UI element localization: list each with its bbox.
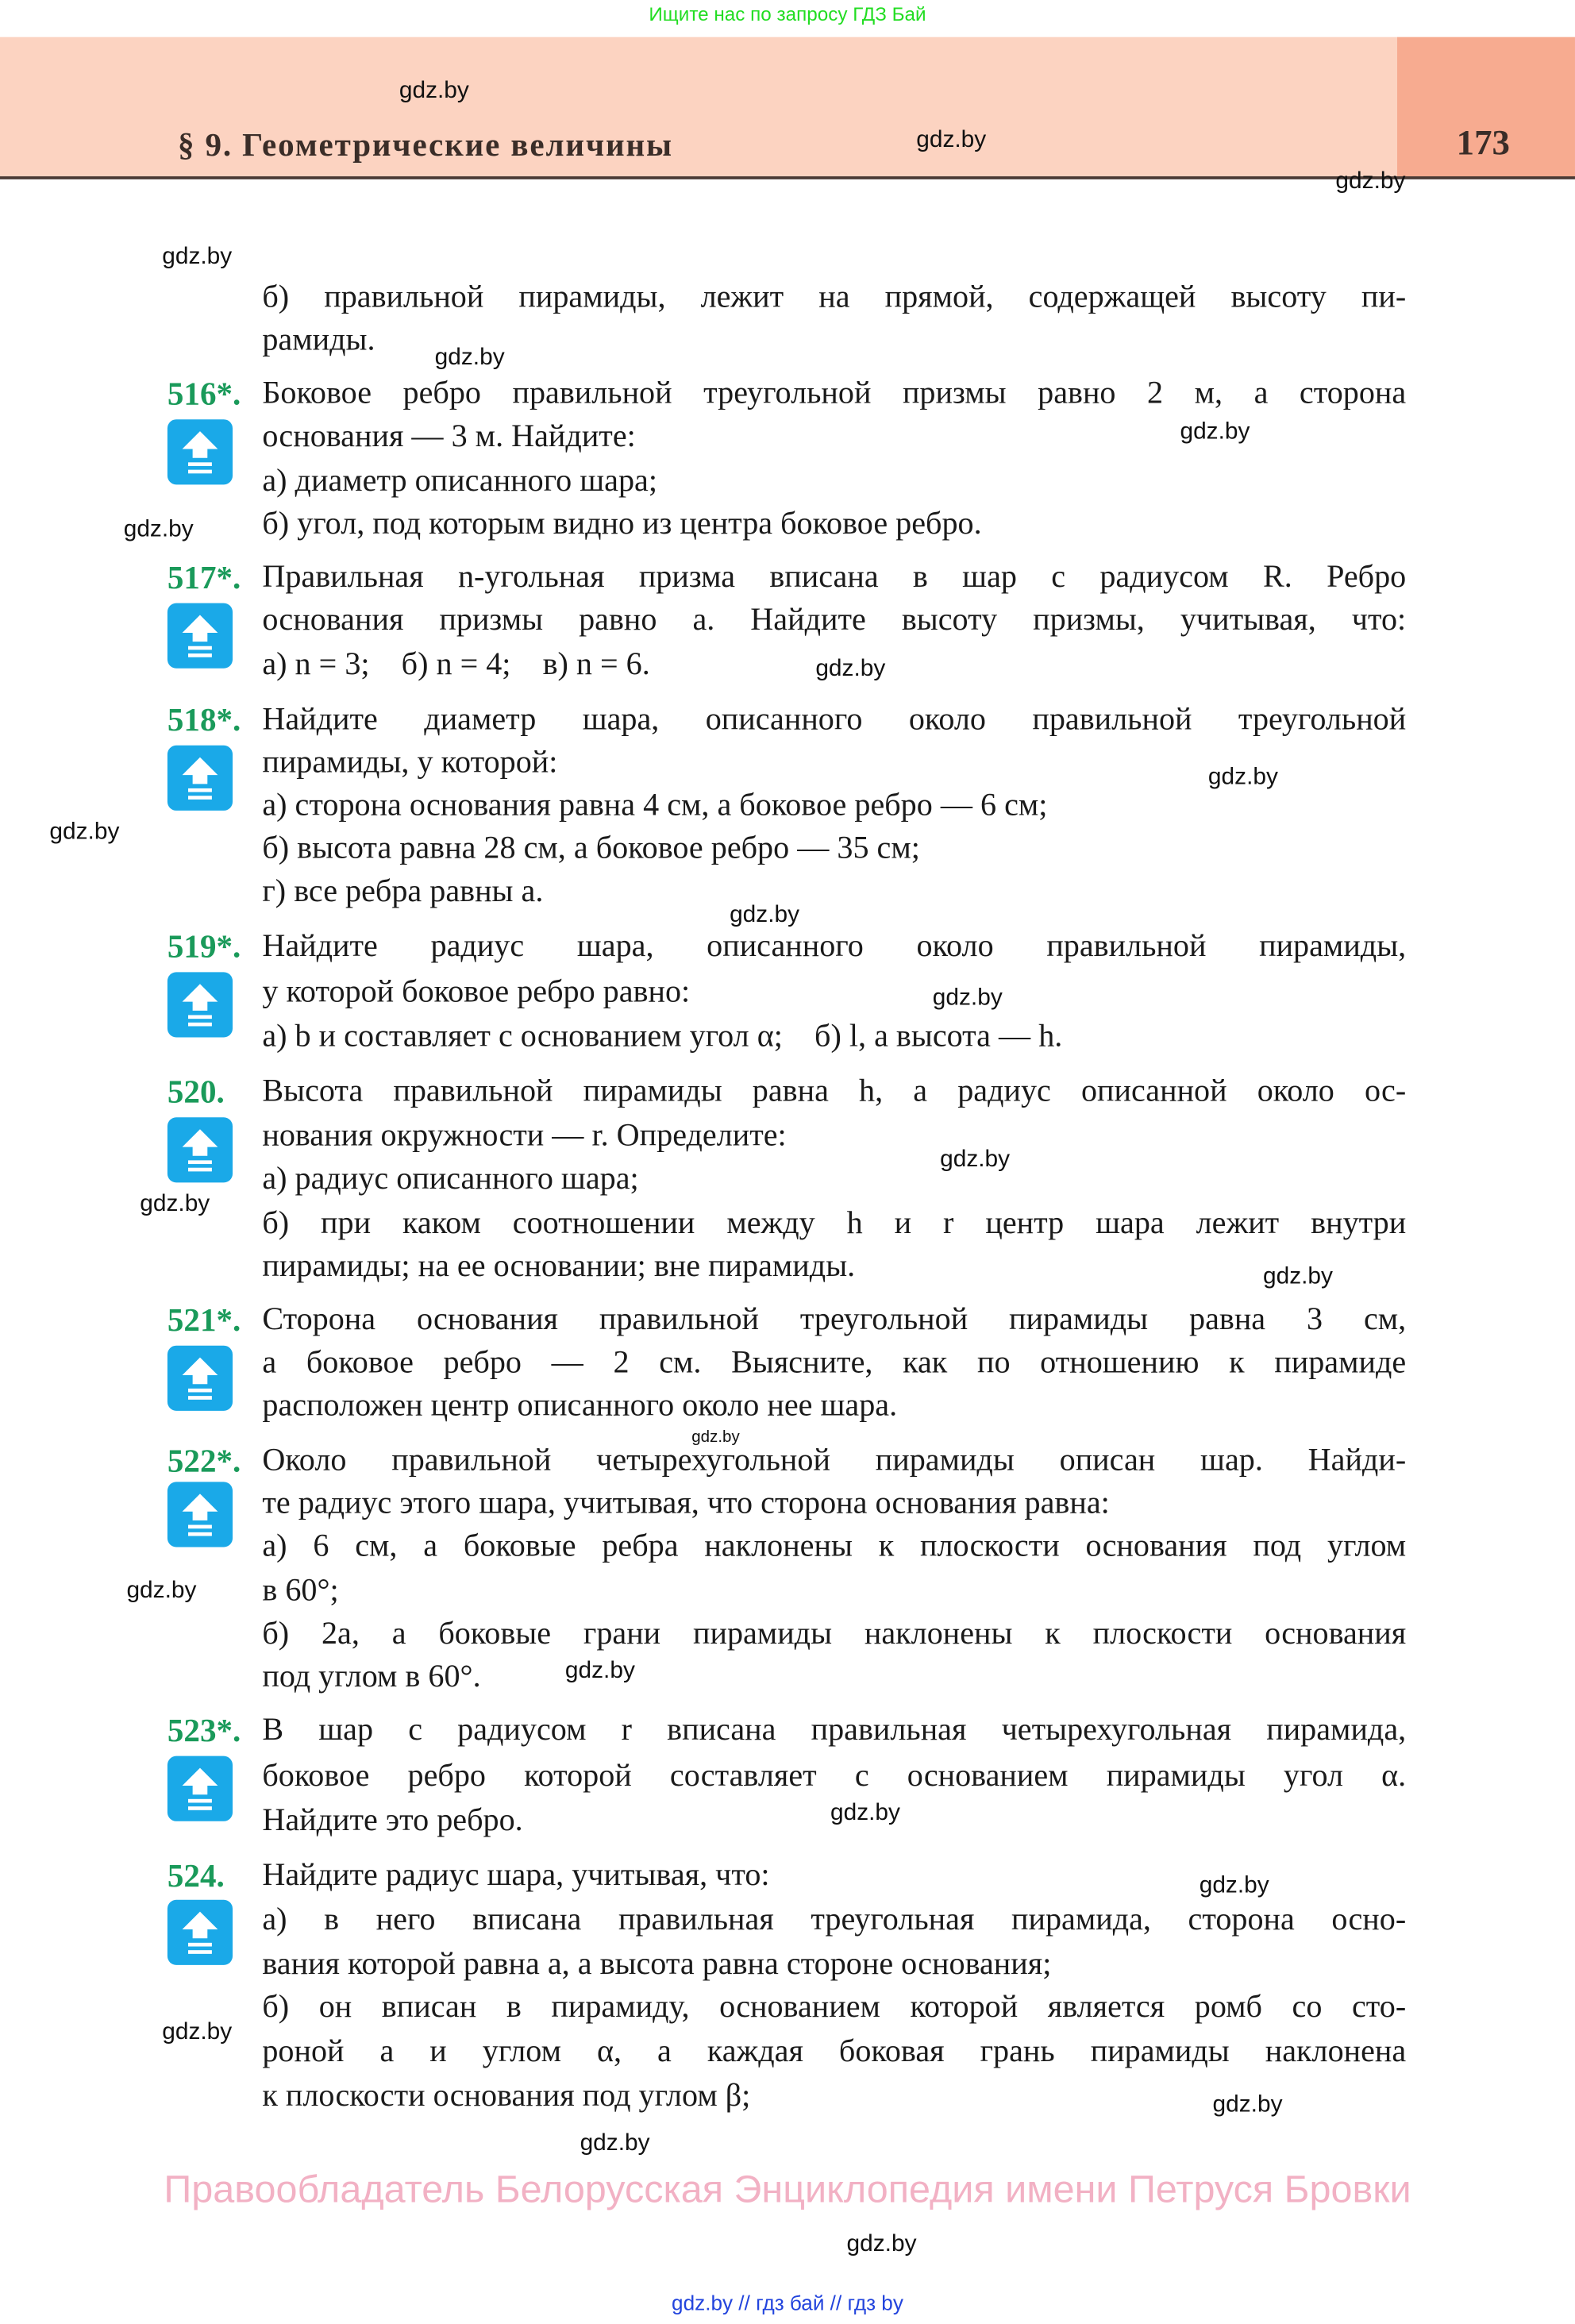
problem-number: 521*. — [167, 1301, 241, 1339]
problem-text-line: Найдите это ребро. — [262, 1802, 523, 1838]
watermark: gdz.by — [730, 902, 800, 928]
upload-answer-icon[interactable] — [168, 1346, 233, 1411]
watermark: gdz.by — [932, 985, 1003, 1011]
problem-text-line: а) 6 см, а боковые ребра наклонены к плоскости основания под углом — [262, 1528, 1407, 1564]
watermark: gdz.by — [399, 78, 469, 104]
section-title: § 9. Геометрические величины — [177, 125, 673, 164]
page-number: 173 — [1456, 124, 1510, 164]
top-banner[interactable]: Ищите нас по запросу ГДЗ Бай — [649, 2, 926, 25]
problem-number: 522*. — [167, 1442, 241, 1479]
watermark: gdz.by — [815, 656, 886, 682]
problem-text-line: под углом в 60°. — [262, 1658, 481, 1694]
problem-text-line: б) высота равна 28 см, а боковое ребро — 35 см; — [262, 830, 920, 865]
problem-text-line: нования окружности — r. Определите: — [262, 1116, 787, 1153]
problem-text-line: а) диаметр описанного шара; — [262, 461, 658, 498]
upload-answer-icon[interactable] — [168, 419, 233, 484]
problem-text-line: основания — 3 м. Найдите: — [262, 418, 636, 454]
watermark: gdz.by — [580, 2130, 650, 2156]
problem-text-line: б) угол, под которым видно из центра боковое ребро. — [262, 505, 982, 541]
watermark: gdz.by — [846, 2231, 917, 2257]
problem-text-line: г) все ребра равны a. — [262, 873, 544, 909]
watermark: gdz.by — [49, 819, 120, 845]
upload-answer-icon[interactable] — [168, 746, 233, 811]
watermark: gdz.by — [162, 244, 233, 270]
problem-text-line: те радиус этого шара, учитывая, что сторона основания равна: — [262, 1485, 1110, 1521]
text-line: рамиды. — [262, 322, 375, 357]
problem-text-line: а) n = 3; б) n = 4; в) n = 6. — [262, 645, 650, 681]
problem-text-line: в 60°; — [262, 1571, 339, 1608]
problem-text-line: боковое ребро которой составляет с основанием пирамиды угол α. — [262, 1756, 1407, 1793]
problem-number: 516*. — [167, 375, 241, 412]
watermark: gdz.by — [162, 2019, 233, 2045]
problem-text-line: к плоскости основания под углом β; — [262, 2077, 751, 2114]
problem-text-line: Правильная n-угольная призма вписана в шар с радиусом R. Ребро — [262, 558, 1407, 595]
copyright-notice: Правообладатель Белорусская Энциклопедия имени Петруся Бровки — [164, 2166, 1411, 2211]
problem-number: 518*. — [167, 700, 241, 738]
watermark: gdz.by — [1180, 419, 1250, 445]
upload-answer-icon[interactable] — [168, 603, 233, 669]
problem-text-line: пирамиды; на ее основании; вне пирамиды. — [262, 1247, 856, 1284]
watermark: gdz.by — [434, 345, 505, 371]
problem-text-line: у которой боковое ребро равно: — [262, 973, 691, 1009]
upload-answer-icon[interactable] — [168, 1482, 233, 1547]
watermark: gdz.by — [830, 1800, 900, 1826]
problem-text-line: а боковое ребро — 2 см. Выясните, как по отношению к пирамиде — [262, 1344, 1407, 1380]
watermark: gdz.by — [1335, 168, 1406, 195]
problem-text-line: Около правильной четырехугольной пирамиды описан шар. Найди- — [262, 1442, 1407, 1478]
problem-number: 524. — [167, 1856, 225, 1894]
watermark: gdz.by — [140, 1191, 210, 1217]
text-line: б) правильной пирамиды, лежит на прямой, содержащей высоту пи- — [262, 278, 1407, 314]
problem-text-line: Сторона основания правильной треугольной пирамиды равна 3 см, — [262, 1301, 1407, 1337]
problem-text-line: В шар с радиусом r вписана правильная четырехугольная пирамида, — [262, 1711, 1407, 1748]
problem-text-line: а) в него вписана правильная треугольная пирамида, сторона осно- — [262, 1901, 1407, 1937]
problem-text-line: б) он вписан в пирамиду, основанием которой является ромб со сто- — [262, 1989, 1407, 2025]
problem-number: 520. — [167, 1073, 225, 1110]
upload-answer-icon[interactable] — [168, 972, 233, 1037]
upload-answer-icon[interactable] — [168, 1117, 233, 1182]
problem-text-line: основания призмы равно a. Найдите высоту призмы, учитывая, что: — [262, 602, 1407, 638]
problem-number: 519*. — [167, 927, 241, 965]
problem-number: 523*. — [167, 1711, 241, 1749]
problem-text-line: а) радиус описанного шара; — [262, 1160, 639, 1197]
watermark: gdz.by — [916, 127, 987, 153]
problem-text-line: роной a и углом α, а каждая боковая грань пирамиды наклонена — [262, 2033, 1407, 2069]
problem-text-line: Найдите радиус шара, учитывая, что: — [262, 1856, 770, 1893]
problem-text-line: Высота правильной пирамиды равна h, а радиус описанной около ос- — [262, 1073, 1407, 1109]
problem-text-line: расположен центр описанного около нее шара. — [262, 1387, 898, 1424]
problem-text-line: пирамиды, у которой: — [262, 743, 558, 780]
footer-links[interactable]: gdz.by // гдз бай // гдз by — [672, 2291, 903, 2315]
problem-text-line: вания которой равна a, а высота равна стороне основания; — [262, 1944, 1052, 1981]
problem-number: 517*. — [167, 558, 241, 596]
problem-text-line: б) при каком соотношении между h и r центр шара лежит внутри — [262, 1204, 1407, 1240]
problem-text-line: а) сторона основания равна 4 см, а боковое ребро — 6 см; — [262, 787, 1048, 823]
watermark: gdz.by — [1199, 1873, 1269, 1898]
upload-answer-icon[interactable] — [168, 1756, 233, 1821]
problem-text-line: б) 2a, а боковые грани пирамиды наклонены к плоскости основания — [262, 1614, 1407, 1651]
upload-answer-icon[interactable] — [168, 1900, 233, 1965]
problem-text-line: Найдите диаметр шара, описанного около правильной треугольной — [262, 700, 1407, 737]
watermark: gdz.by — [126, 1578, 197, 1604]
watermark: gdz.by — [1262, 1264, 1333, 1289]
problem-text-line: а) b и составляет с основанием угол α; б) l, а высота — h. — [262, 1018, 1063, 1054]
watermark: gdz.by — [1212, 2092, 1283, 2118]
problem-text-line: Найдите радиус шара, описанного около правильной пирамиды, — [262, 927, 1407, 964]
watermark: gdz.by — [123, 517, 194, 543]
problem-text-line: Боковое ребро правильной треугольной призмы равно 2 м, а сторона — [262, 375, 1407, 410]
watermark: gdz.by — [1207, 765, 1278, 790]
watermark: gdz.by — [940, 1147, 1011, 1173]
watermark: gdz.by — [564, 1658, 635, 1684]
watermark: gdz.by — [691, 1428, 740, 1447]
